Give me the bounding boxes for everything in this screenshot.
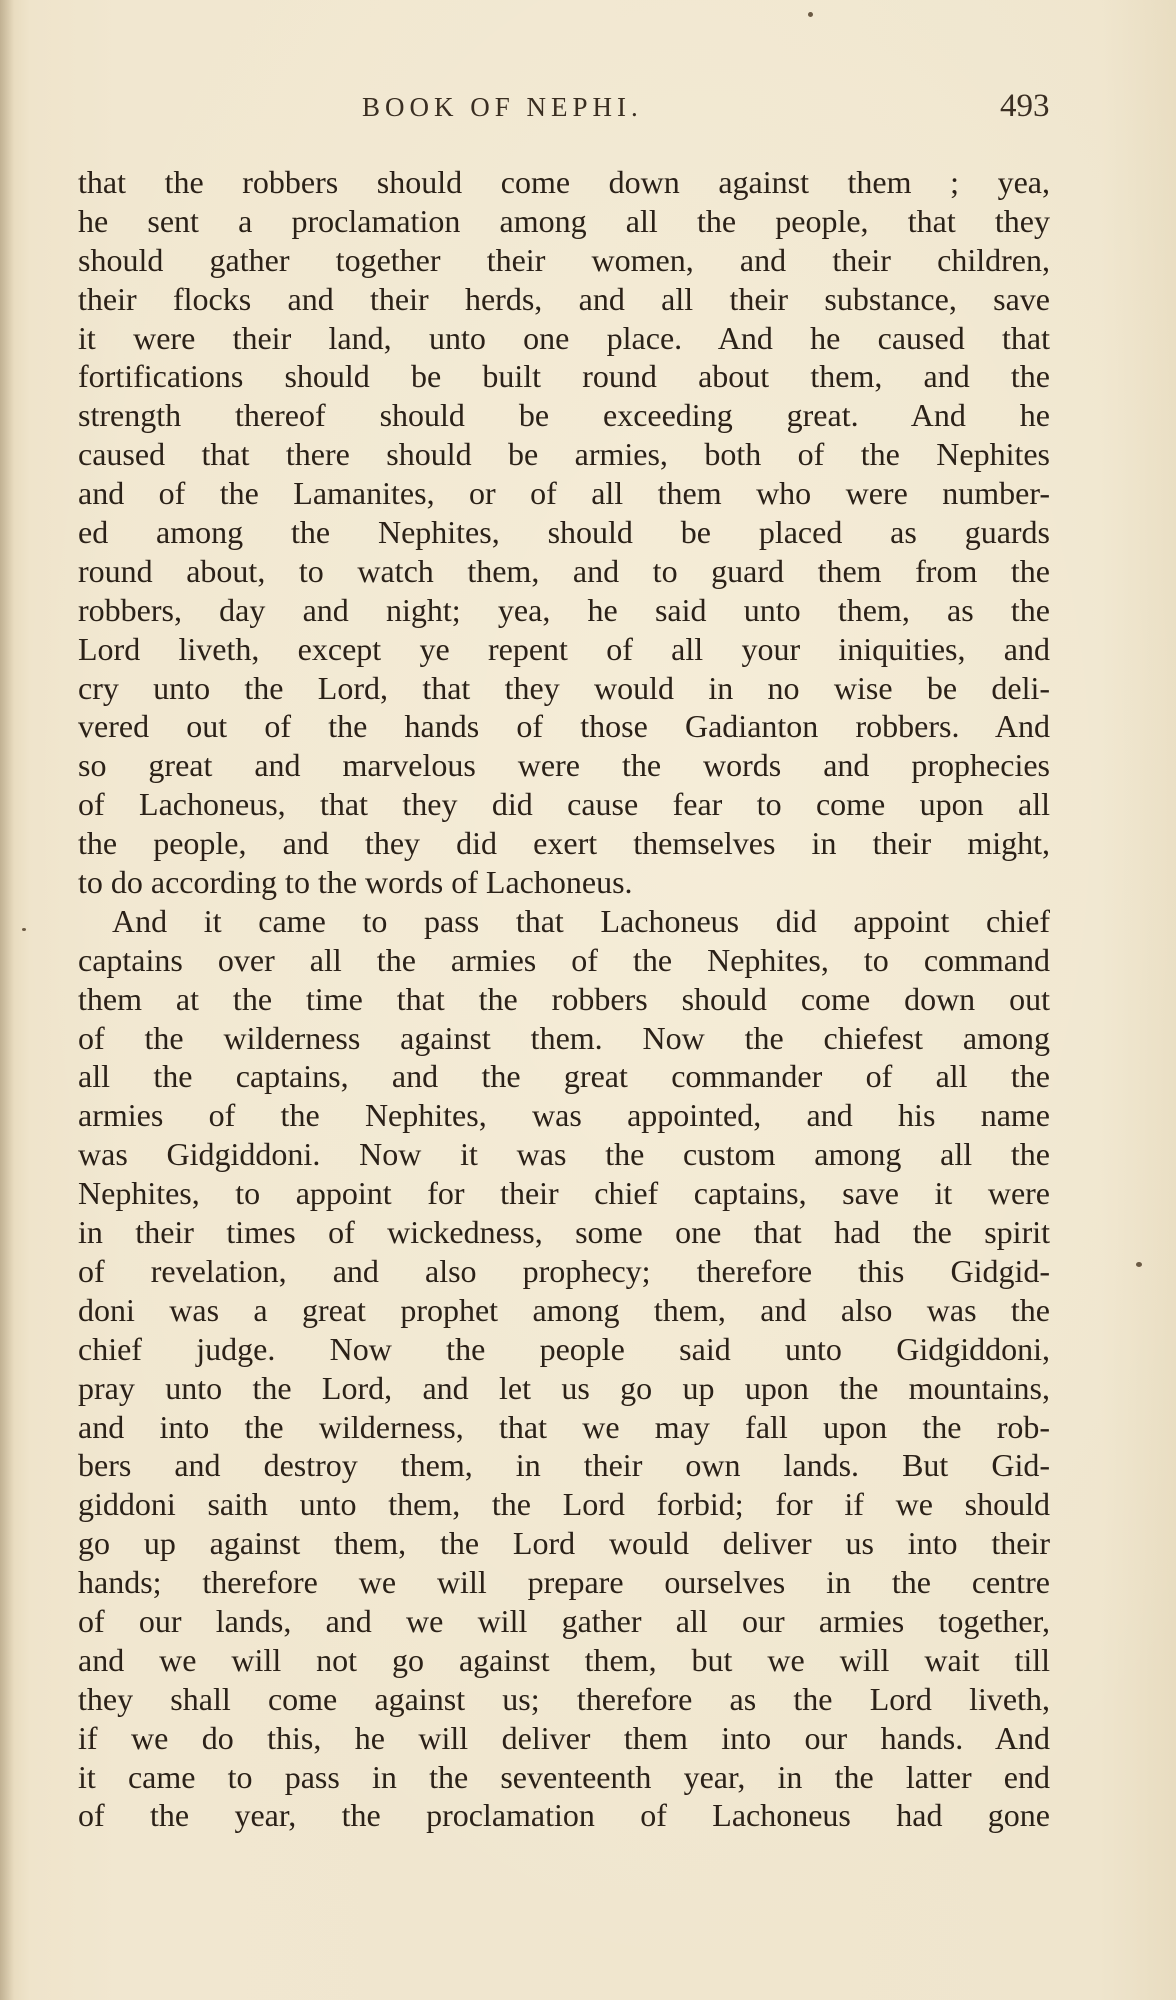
text-line: of Lachoneus, that they did cause fear to come upon all	[78, 786, 1050, 823]
text-line: robbers, day and night; yea, he said unto them, as the	[78, 591, 1050, 628]
text-line: armies of the Nephites, was appointed, and his name	[78, 1097, 1050, 1134]
text-line: their flocks and their herds, and all their substance, save	[78, 280, 1050, 317]
body-text	[78, 163, 1050, 1835]
text-line: round about, to watch them, and to guard them from the	[78, 552, 1050, 589]
running-head	[0, 88, 1176, 132]
page-number: 493	[1000, 88, 1050, 124]
text-line: Lord liveth, except ye repent of all your iniquities, and	[78, 630, 1050, 667]
text-line: and of the Lamanites, or of all them who were number-	[78, 475, 1050, 512]
text-line: bers and destroy them, in their own lands. But Gid-	[78, 1447, 1050, 1484]
text-line: it were their land, unto one place. And he caused that	[78, 319, 1050, 356]
text-line: they shall come against us; therefore as the Lord liveth,	[78, 1680, 1050, 1717]
text-line: that the robbers should come down against them ; yea,	[78, 164, 1050, 200]
text-line: of revelation, and also prophecy; therefore this Gidgid-	[78, 1252, 1050, 1289]
text-line: of the wilderness against them. Now the chiefest among	[78, 1019, 1050, 1056]
text-line: doni was a great prophet among them, and also was the	[78, 1291, 1050, 1328]
text-line: should gather together their women, and their children,	[78, 241, 1050, 278]
text-line: so great and marvelous were the words and prophecies	[78, 747, 1050, 784]
ink-speck	[808, 12, 813, 17]
text-line: ed among the Nephites, should be placed as guards	[78, 514, 1050, 551]
text-line: strength thereof should be exceeding great. And he	[78, 397, 1050, 434]
text-line: he sent a proclamation among all the people, that they	[78, 202, 1050, 239]
text-line: was Gidgiddoni. Now it was the custom among all the	[78, 1136, 1050, 1173]
text-line: pray unto the Lord, and let us go up upon the mountains,	[78, 1369, 1050, 1406]
text-line: the people, and they did exert themselves in their might,	[78, 825, 1050, 862]
ink-speck	[1136, 1262, 1142, 1267]
text-line: to do according to the words of Lachoneus.	[78, 864, 633, 901]
text-line: vered out of the hands of those Gadianton robbers. And	[78, 708, 1050, 745]
text-line: hands; therefore we will prepare ourselves in the centre	[78, 1564, 1050, 1601]
text-line: of the year, the proclamation of Lachoneus had gone	[78, 1797, 1050, 1834]
text-line: fortifications should be built round about them, and the	[78, 358, 1050, 395]
text-line: cry unto the Lord, that they would in no wise be deli-	[78, 669, 1050, 706]
text-line: them at the time that the robbers should come down out	[78, 980, 1050, 1017]
text-line: of our lands, and we will gather all our armies together,	[78, 1602, 1050, 1639]
spine-shadow	[0, 0, 14, 2000]
text-line: captains over all the armies of the Nephites, to command	[78, 941, 1050, 978]
text-line: caused that there should be armies, both of the Nephites	[78, 436, 1050, 473]
text-line: go up against them, the Lord would deliver us into their	[78, 1525, 1050, 1562]
running-head-title: BOOK OF NEPHI.	[362, 92, 643, 122]
text-line: and into the wilderness, that we may fall upon the rob-	[78, 1408, 1050, 1445]
text-line: if we do this, he will deliver them into our hands. And	[78, 1719, 1050, 1756]
text-line: giddoni saith unto them, the Lord forbid; for if we should	[78, 1486, 1050, 1523]
text-line: chief judge. Now the people said unto Gidgiddoni,	[78, 1330, 1050, 1367]
text-line: all the captains, and the great commander of all the	[78, 1058, 1050, 1095]
text-line: it came to pass in the seventeenth year, in the latter end	[78, 1758, 1050, 1795]
ink-speck	[22, 928, 26, 931]
paragraph-start-line: And it came to pass that Lachoneus did appoint chief	[112, 902, 1050, 939]
text-line: in their times of wickedness, some one that had the spirit	[78, 1214, 1050, 1251]
text-line: Nephites, to appoint for their chief captains, save it were	[78, 1175, 1050, 1212]
text-line: and we will not go against them, but we will wait till	[78, 1641, 1050, 1678]
